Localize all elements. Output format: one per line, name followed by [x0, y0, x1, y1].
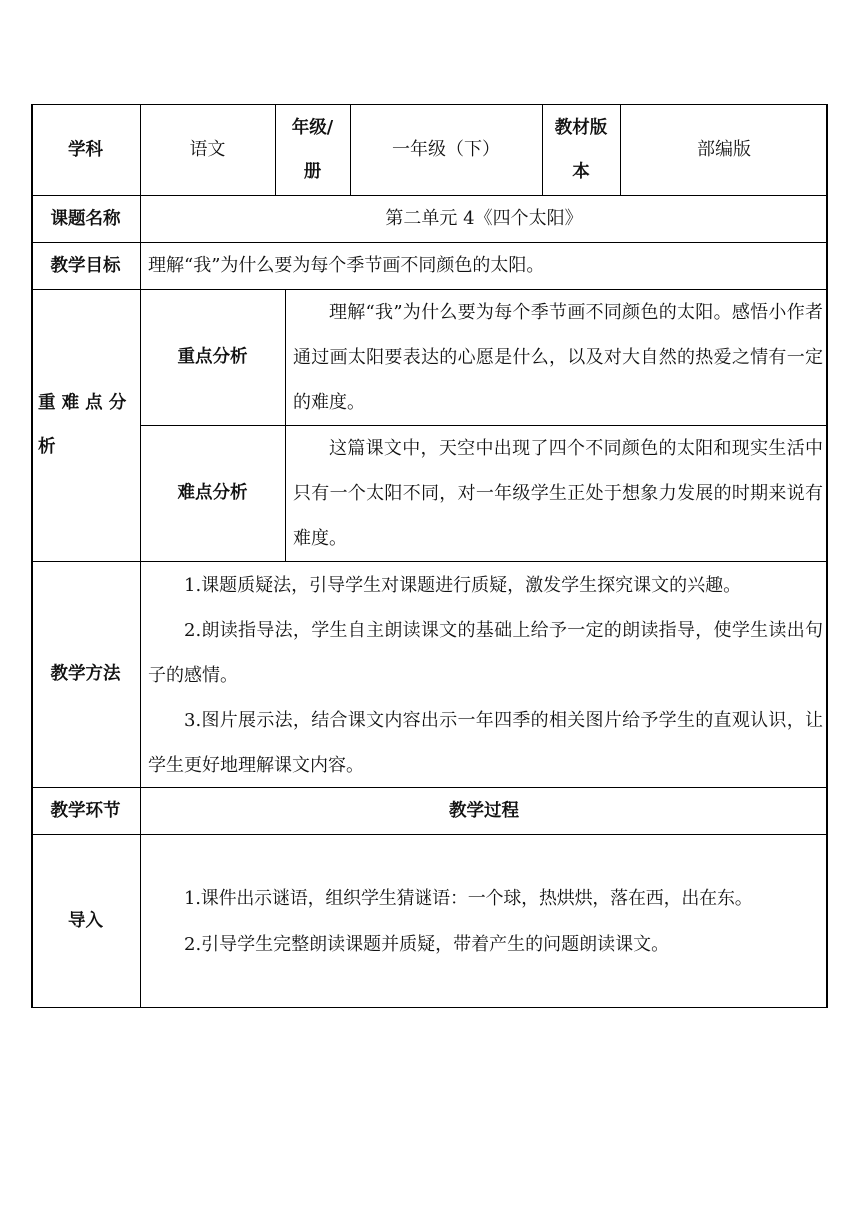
objective-label: 教学目标 — [50, 255, 121, 276]
objective-text: 理解“我”为什么要为每个季节画不同颜色的太阳。 — [148, 254, 545, 276]
analysis-label-line2: 析 — [38, 437, 56, 457]
difficult-point-label: 难点分析 — [177, 483, 248, 503]
grade-label-line1: 年级/ — [291, 117, 334, 138]
column-divider — [285, 289, 286, 561]
key-point-label: 重点分析 — [177, 347, 248, 367]
intro-list — [148, 876, 828, 968]
row-divider — [31, 834, 828, 835]
analysis-label — [31, 289, 140, 561]
grade-label — [275, 104, 350, 195]
method-item: 3.图片展示法，结合课文内容出示一年四季的相关图片给予学生的直观认识，让学生更好地理解课文内容。 — [148, 710, 823, 776]
subject-value: 语文 — [189, 138, 226, 160]
method-item: 2.朗读指导法，学生自主朗读课文的基础上给予一定的朗读指导，使学生读出句子的感情。 — [148, 620, 823, 686]
key-point-paragraph: 理解“我”为什么要为每个季节画不同颜色的太阳。感悟小作者通过画太阳要表达的心愿是什么，以及对大自然的热爱之情有一定的难度。 — [293, 302, 823, 413]
grade-value: 一年级（下） — [392, 138, 500, 160]
lesson-label: 课题名称 — [50, 208, 121, 229]
edition-label — [542, 104, 620, 195]
edition-label-line2: 本 — [572, 161, 590, 182]
intro-label: 导入 — [68, 911, 103, 931]
lesson-title: 第二单元 4《四个太阳》 — [385, 207, 583, 229]
difficult-point-text — [293, 426, 823, 561]
edition-value: 部编版 — [697, 138, 751, 160]
process-title: 教学过程 — [449, 800, 519, 821]
intro-item: 1.课件出示谜语，组织学生猜谜语：一个球，热烘烘，落在西，出在东。 — [184, 888, 753, 909]
grade-label-line2: 册 — [303, 161, 322, 182]
methods-list — [148, 563, 823, 788]
key-point-text — [293, 290, 823, 425]
subject-label: 学科 — [68, 139, 103, 160]
method-item: 1.课题质疑法，引导学生对课题进行质疑，激发学生探究课文的兴趣。 — [184, 575, 742, 596]
intro-item: 2.引导学生完整朗读课题并质疑，带着产生的问题朗读课文。 — [184, 934, 670, 955]
edition-label-line1: 教材版 — [554, 117, 608, 138]
difficult-point-paragraph: 这篇课文中，天空中出现了四个不同颜色的太阳和现实生活中只有一个太阳不同，对一年级学生正处于想象力发展的时期来说有难度。 — [293, 438, 823, 549]
analysis-label-line1: 重 难 点 分 — [38, 393, 127, 413]
methods-label: 教学方法 — [50, 664, 121, 684]
row-divider — [31, 561, 828, 562]
process-step-label: 教学环节 — [50, 800, 121, 821]
